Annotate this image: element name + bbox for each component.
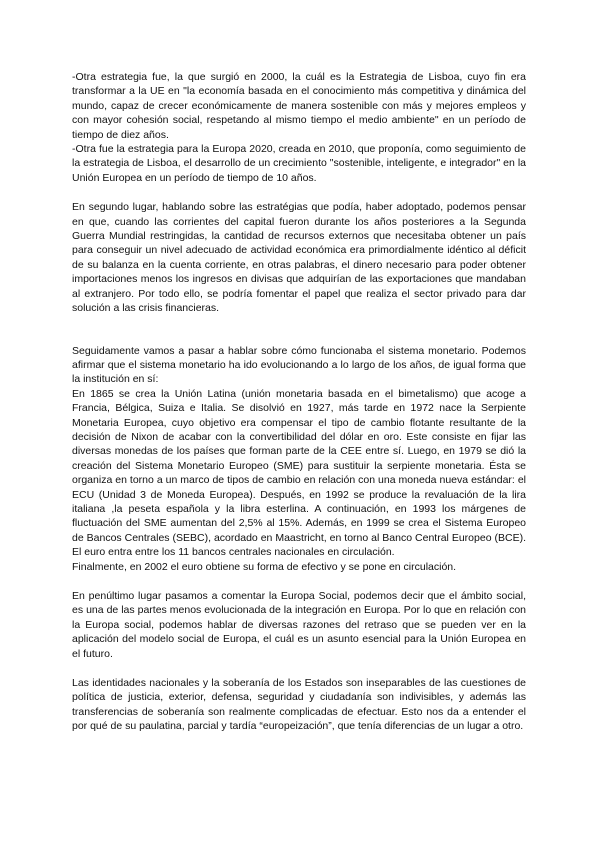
paragraph-second-place: En segundo lugar, hablando sobre las estratégias que podía, haber adoptado, podemos pensar en que, cuando las corrientes del capital fueron durante los años posteriores a la Segunda Guerra Mundial restringidas, la cantidad de recursos externos que necesitaba obtener un país para conseguir un nivel adecuado de actividad económica era primordialmente idéntico al déficit de su balanza en la cuenta corriente, en otras palabras, el dinero necesario para poder obtener importaciones menos los ingresos en divisas que adquirían de las exportaciones que mandaban al extranjero. Por todo ello, se podría fomentar el papel que realiza el sector privado para dar solución a las crisis financieras. <box>72 201 526 315</box>
paragraph-national-identities <box>72 676 526 734</box>
paragraph-monetary-history: En 1865 se crea la Unión Latina (unión monetaria basada en el bimetalismo) que acoge a Francia, Bélgica, Suiza e Italia. Se disolvió en 1927, más tarde en 1972 nace la Serpiente Monetaria Europea, cuyo objetivo era compensar el tipo de cambio flotante resultante de la decisión de Nixon de acabar con la convertibilidad del dólar en oro. Este consiste en fijar las diversas monedas de los países que forman parte de la CEE entre sí. Luego, en 1979 se dió la creación del Sistema Monetario Europeo (SME) para sustituir la serpiente monetaria. Ésta se organiza en torno a un marco de tipos de cambio en relación con una moneda nueva estándar: el ECU (Unidad 3 de Moneda Europea). Después, en 1992 se produce la revaluación de la lira italiana ,la peseta española y la libra esterlina. A continuación, en 1993 los márgenes de fluctuación del SME aumentan del 2,5% al 15%. Además, en 1999 se crea el Sistema Europeo de Bancos Centrales (SEBC), acordado en Maastricht, en torno al Banco Central Europeo (BCE). El euro entra entre los 11 bancos centrales nacionales en circulación. <box>72 387 526 559</box>
paragraph-social-europe <box>72 589 526 661</box>
paragraph-lisbon-strategy: -Otra estrategia fue, la que surgió en 2000, la cuál es la Estrategia de Lisboa, cuyo fin era transformar a la UE en "la economía basada en el conocimiento más competitiva y dinámica del mundo, capaz de crecer económicamente de manera sostenible con más y mejores empleos y con mayor cohesión social, respetando al mismo tiempo el medio ambiente" en un período de tiempo de diez años. <box>72 71 526 141</box>
paragraph-euro-cash: Finalmente, en 2002 el euro obtiene su forma de efectivo y se pone en circulación. <box>72 560 457 573</box>
paragraph-penultimate: En penúltimo lugar pasamos a comentar la Europa Social, podemos decir que el ámbito social, es una de las partes menos evolucionada de la integración en Europa. Por lo que en relación con la Europa social, podemos hablar de diversas razones del retraso que se pueden ver en la aplicación del modelo social de Europa, el cuál es un asunto esencial para la Unión Europea en el futuro. <box>72 590 526 660</box>
document-page <box>72 70 526 734</box>
paragraph-strategies <box>72 200 526 315</box>
section-monetary-system <box>72 344 526 575</box>
paragraph-sovereignty: Las identidades nacionales y la soberanía de los Estados son inseparables de las cuestiones de política de justicia, exterior, defensa, seguridad y ciudadanía son indivisibles, y además las transferencias de soberanía son realmente complicadas de efectuar. Esto nos da a entender el por qué de su paulatina, parcial y tardía “europeización”, que tenía diferencias de un lugar a otro. <box>72 677 526 733</box>
paragraph-lisbon-europe2020 <box>72 70 526 185</box>
paragraph-monetary-intro: Seguidamente vamos a pasar a hablar sobre cómo funcionaba el sistema monetario. Podemos afirmar que el sistema monetario ha ido evolucionando a lo largo de los años, de igual forma que la institución en sí: <box>72 344 526 386</box>
paragraph-europe-2020: -Otra fue la estrategia para la Europa 2020, creada en 2010, que proponía, como seguimiento de la estrategia de Lisboa, el desarrollo de un crecimiento "sostenible, inteligente, e integrador" en la Unión Europea en un período de tiempo de 10 años. <box>72 143 526 184</box>
